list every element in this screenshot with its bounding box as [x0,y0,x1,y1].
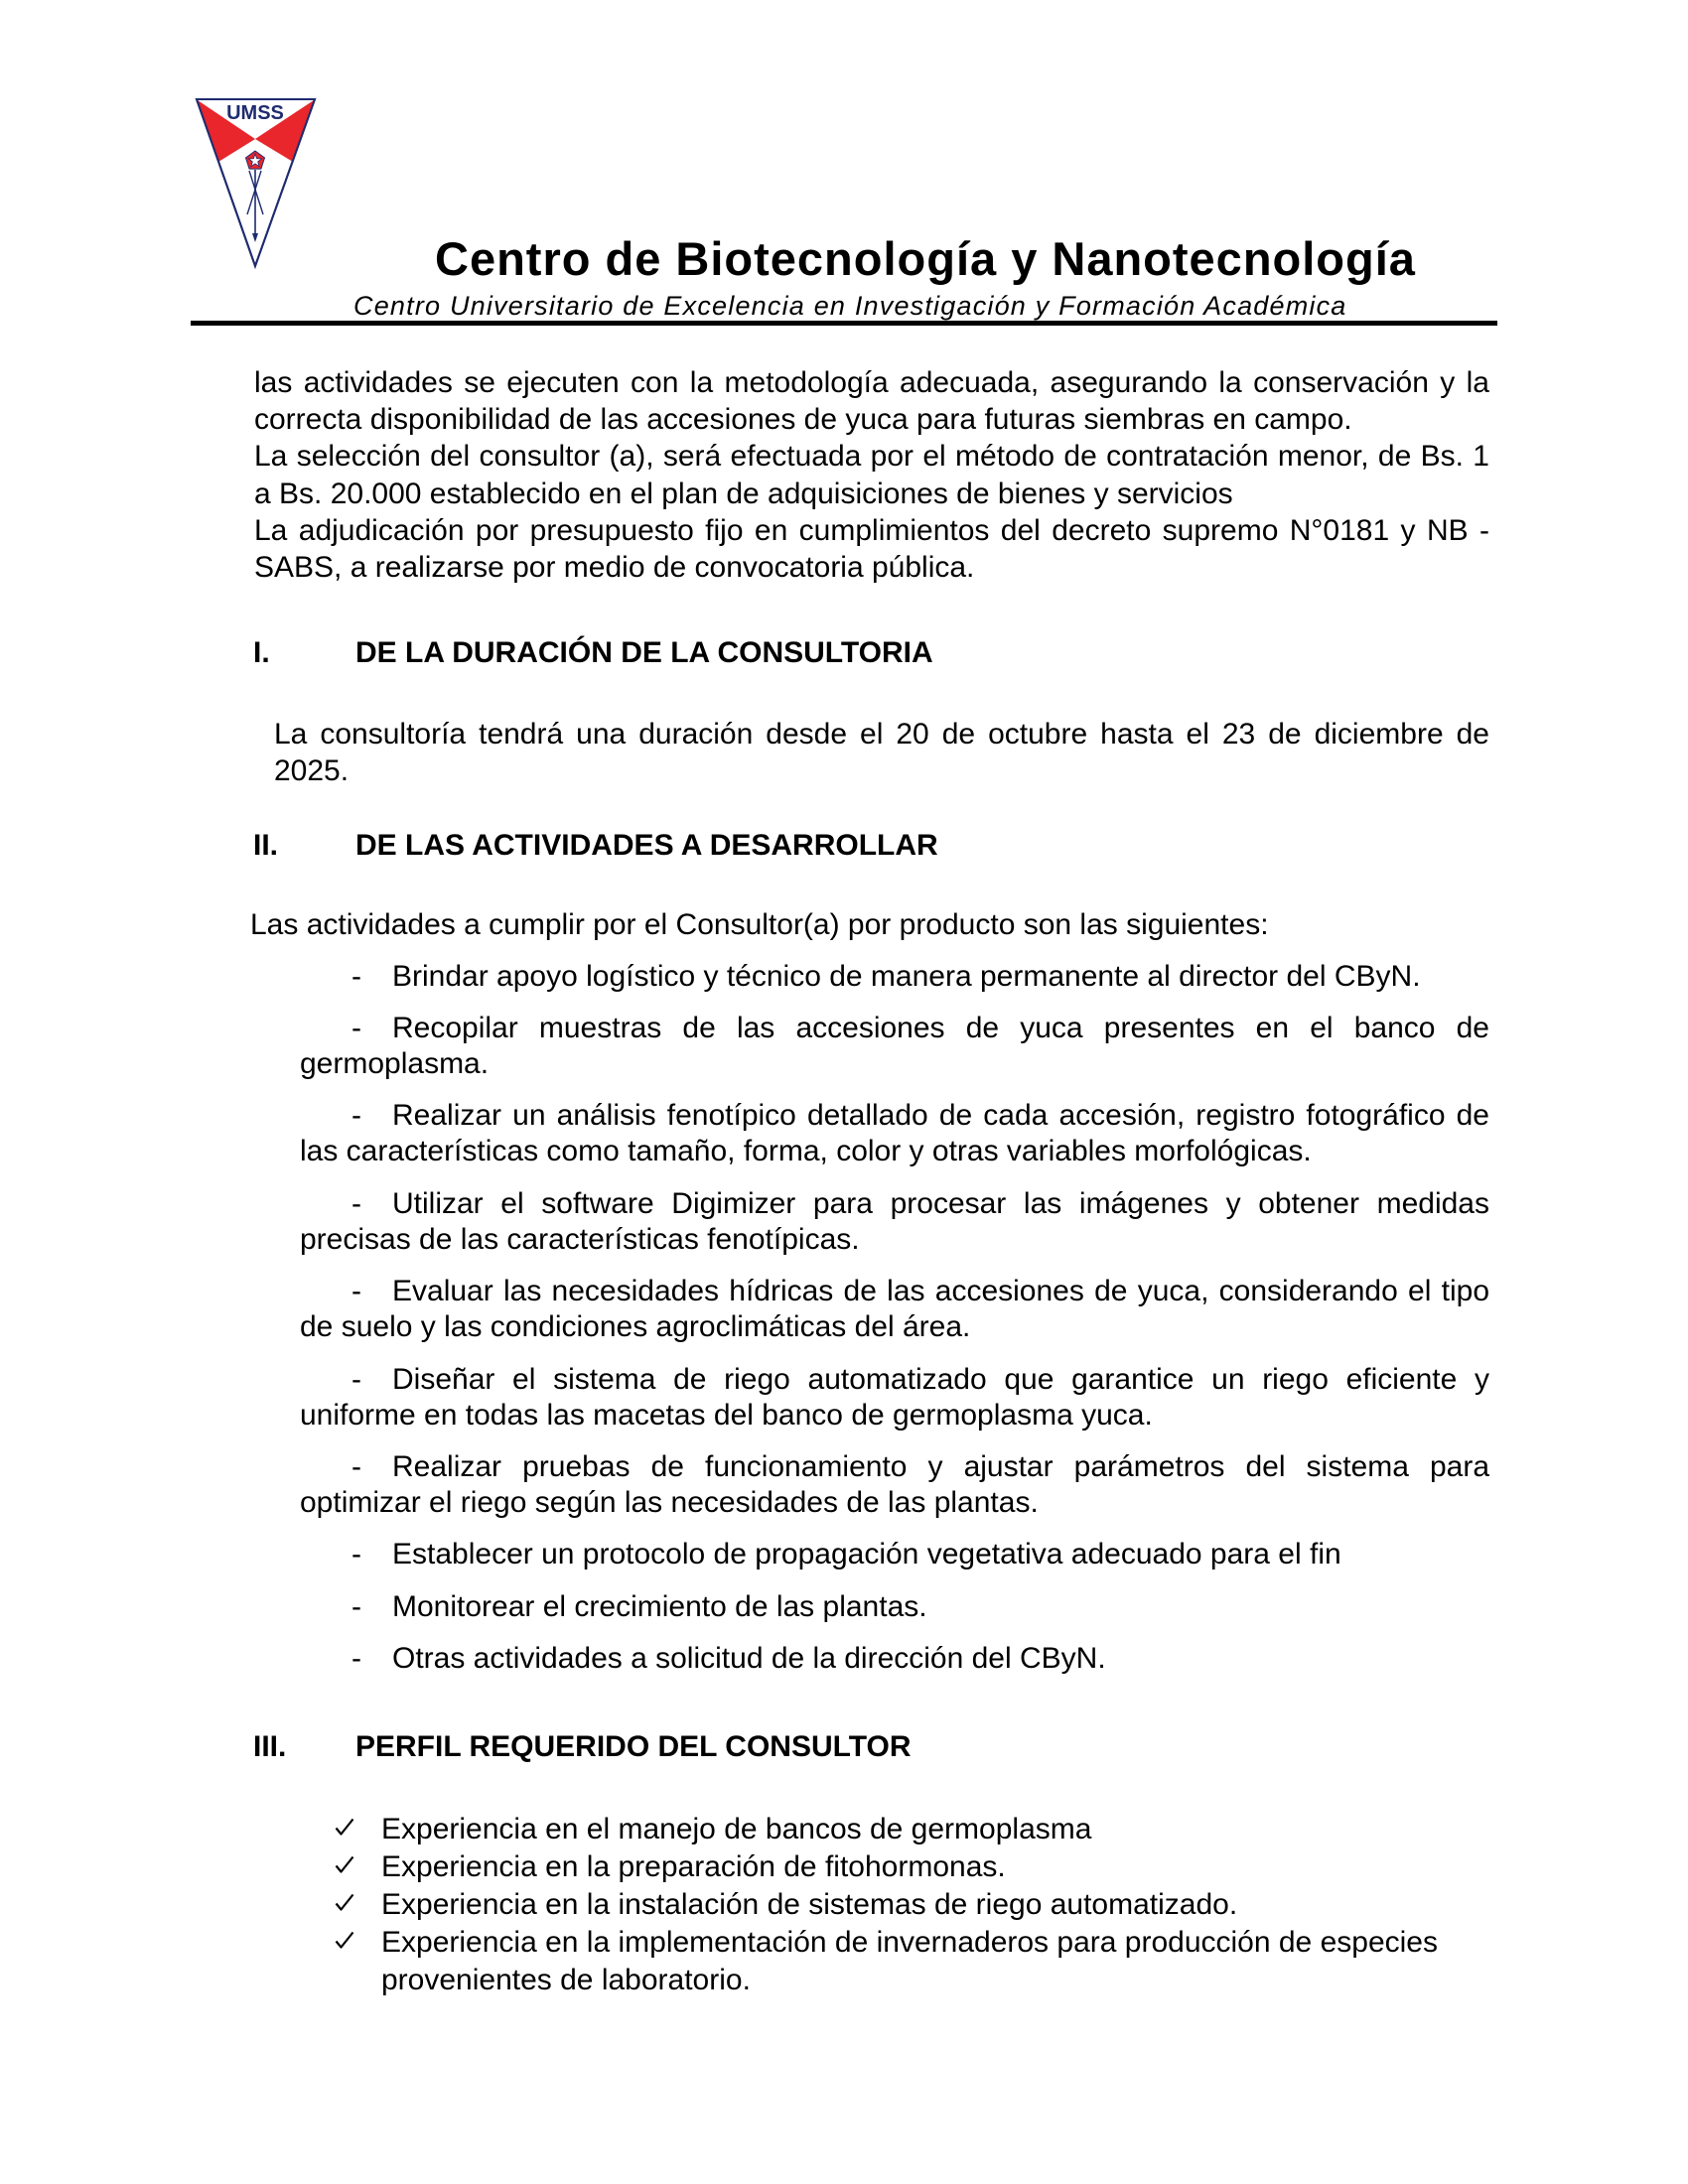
list-item [300,1274,1489,1345]
list-item-text: Experiencia en la instalación de sistemas de riego automatizado. [381,1887,1238,1921]
list-item [381,1811,1489,1848]
list-item-text: Realizar un análisis fenotípico detallado de cada accesión, registro fotográfico de las características como tamaño, forma, color y otras variables morfológicas. [300,1099,1489,1168]
checkmark-icon [335,1855,354,1873]
list-item [300,1537,1489,1572]
dash-bullet-icon: - [352,1011,361,1044]
list-item [381,1924,1489,1999]
list-item-text: Brindar apoyo logístico y técnico de manera permanente al director del CByN. [392,959,1421,993]
dash-bullet-icon: - [352,1275,361,1308]
section-title: DE LA DURACIÓN DE LA CONSULTORIA [355,636,933,669]
list-item [381,1848,1489,1886]
dash-bullet-icon: - [352,1099,361,1133]
section-title: DE LAS ACTIVIDADES A DESARROLLAR [355,829,938,862]
header-title: Centro de Biotecnología y Nanotecnología [435,232,1416,285]
header-divider [191,321,1497,326]
checkmark-icon [335,1893,354,1911]
section-title: PERFIL REQUERIDO DEL CONSULTOR [355,1730,912,1763]
list-item [300,959,1489,995]
section-number: III. [253,1730,287,1763]
list-item-text: Experiencia en el manejo de bancos de germoplasma [381,1812,1092,1845]
activities-intro: Las actividades a cumplir por el Consultor(a) por producto son las siguientes: [250,908,1269,941]
section-number: II. [253,829,279,862]
checkmark-icon [335,1818,354,1836]
header-subtitle: Centro Universitario de Excelencia en Investigación y Formación Académica [353,291,1347,321]
list-item [300,1098,1489,1169]
dash-bullet-icon: - [352,1449,361,1483]
list-item [300,1186,1489,1258]
dash-bullet-icon: - [352,1362,361,1396]
list-item [300,1641,1489,1677]
intro-paragraph: La adjudicación por presupuesto fijo en cumplimientos del decreto supremo N°0181 y NB - SABS, a realizarse por medio de convocatoria pública. [254,513,1489,585]
list-item [381,1886,1489,1924]
list-item-text: Experiencia en la preparación de fitohormonas. [381,1849,1006,1883]
intro-paragraph: las actividades se ejecuten con la metodología adecuada, asegurando la conservación y la correcta disponibilidad de las accesiones de yuca para futuras siembras en campo. [254,366,1489,437]
logo-text: UMSS [226,102,284,124]
list-item-text: Realizar pruebas de funcionamiento y ajustar parámetros del sistema para optimizar el riego según las necesidades de las plantas. [300,1449,1489,1519]
list-item-text: Evaluar las necesidades hídricas de las accesiones de yuca, considerando el tipo de suelo y las condiciones agroclimáticas del área. [300,1275,1489,1344]
list-item [300,1589,1489,1625]
dash-bullet-icon: - [352,1538,361,1571]
dash-bullet-icon: - [352,1642,361,1676]
activities-list [300,959,1489,1694]
dash-bullet-icon: - [352,1186,361,1220]
list-item [300,1011,1489,1082]
list-item-text: Experiencia en la implementación de invernaderos para producción de especies provenientes de laboratorio. [381,1925,1438,1996]
dash-bullet-icon: - [352,1589,361,1623]
list-item-text: Diseñar el sistema de riego automatizado que garantice un riego eficiente y uniforme en todas las macetas del banco de germoplasma yuca. [300,1362,1489,1432]
checkmark-icon [335,1931,354,1949]
section-heading-profile [253,1728,1489,1765]
section-number: I. [253,636,270,669]
list-item-text: Recopilar muestras de las accesiones de yuca presentes en el banco de germoplasma. [300,1011,1489,1080]
list-item-text: Establecer un protocolo de propagación vegetativa adecuado para el fin [392,1538,1341,1571]
section-heading-activities [253,827,1489,864]
umss-logo-icon [189,91,328,275]
list-item [300,1449,1489,1521]
section-heading-duration [253,634,1489,671]
intro-text [254,364,1489,586]
duration-text: La consultoría tendrá una duración desde el 20 de octubre hasta el 23 de diciembre de 2025. [274,718,1489,787]
list-item-text: Monitorear el crecimiento de las plantas. [392,1589,927,1623]
profile-requirements-list [381,1811,1489,1999]
list-item-text: Utilizar el software Digimizer para procesar las imágenes y obtener medidas precisas de las características fenotípicas. [300,1186,1489,1256]
list-item-text: Otras actividades a solicitud de la dirección del CByN. [392,1642,1106,1676]
dash-bullet-icon: - [352,959,361,993]
intro-paragraph: La selección del consultor (a), será efectuada por el método de contratación menor, de Bs. 1 a Bs. 20.000 establecido en el plan de adquisiciones de bienes y servicios [254,440,1489,510]
list-item [300,1362,1489,1433]
